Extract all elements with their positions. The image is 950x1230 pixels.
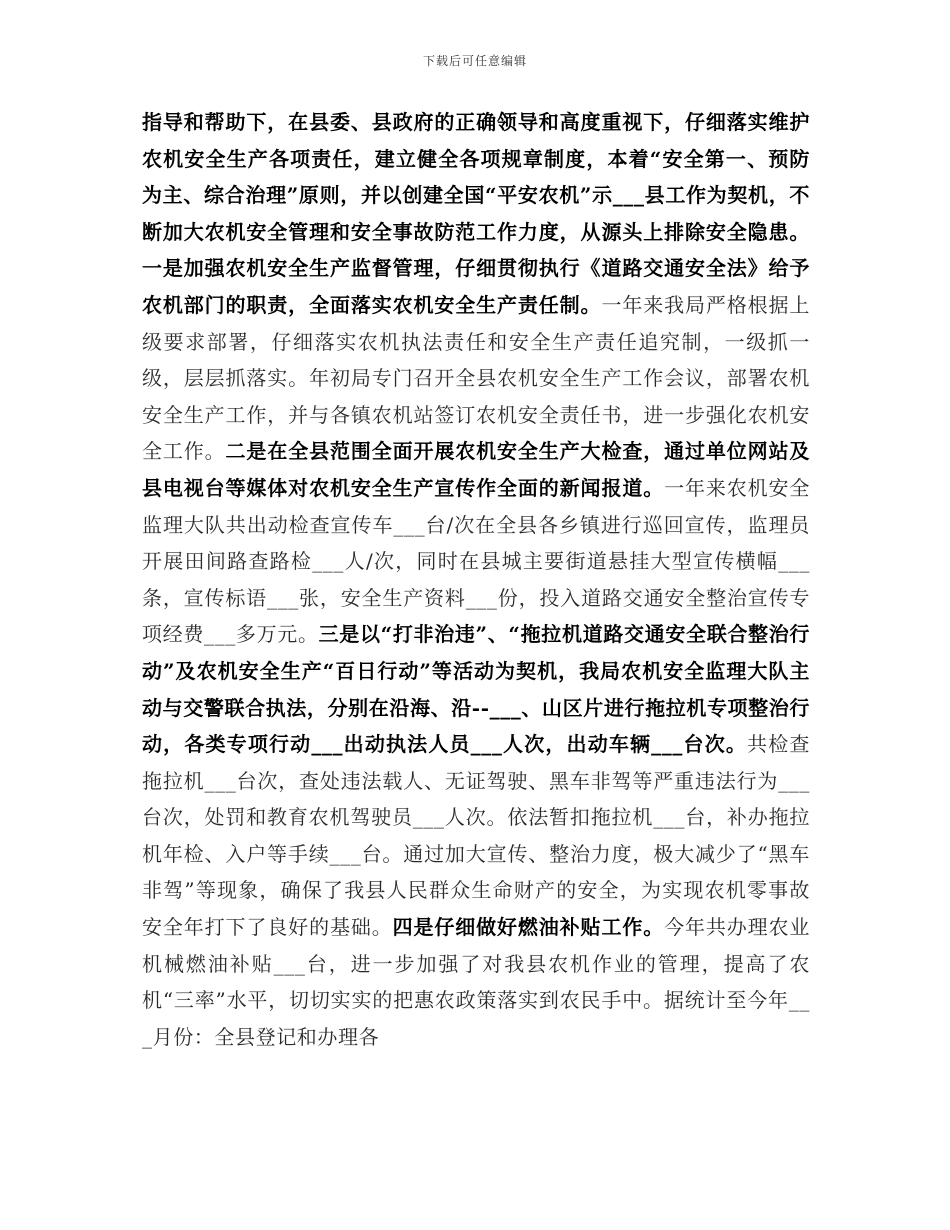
body-text-bold-1: 指导和帮助下，在县委、县政府的正确领导和高度重视下，仔细落实维护农机安全生产各项责任，建立健全各项规章制度，本着“安全第一、预防为主、综合治理”原则，并以创建全国“平安农机”示___县工作为契机，不断加大农机安全管理和安全事故防范工作力度，从源头上排除安全隐患。一是加强农机安全生产监督管理，仔细贯彻执行《道路交通安全法》给予农机部门的职责，全面落实农机安全生产责任制。 [142,110,810,317]
body-paragraph [142,104,810,1055]
body-text-bold-4: 四是仔细做好燃油补贴工作。 [392,915,665,940]
body-text-bold-3: 三是以“打非治违”、“拖拉机道路交通安全联合整治行动”及农机安全生产“百日行动”等活动为契机，我局农机安全监理大队主动与交警联合执法，分别在沿海、沿--___、山区片进行拖拉机专项整治行动，各类专项行动___出动执法人员___人次，出动车辆___台次。 [142,622,810,757]
body-text-regular-2: 一年来农机安全监理大队共出动检查宣传车___台/次在全县各乡镇进行巡回宣传，监理员开展田间路查路检___人/次，同时在县城主要街道悬挂大型宣传横幅___条，宣传标语___张，安全生产资料___份，投入道路交通安全整治宣传专项经费___多万元。 [142,475,810,647]
body-text-bold-2: 二是在全县范围全面开展农机安全生产大检查，通过单位网站及县电视台等媒体对农机安全生产宣传作全面的新闻报道。 [142,439,810,500]
body-text-regular-4: 今年共办理农业机械燃油补贴___台，进一步加强了对我县农机作业的管理，提高了农机“三率”水平，切切实实的把惠农政策落实到农民手中。据统计至今年___月份：全县登记和办理各 [142,915,810,1049]
body-text-regular-3: 共检查拖拉机___台次，查处违法载人、无证驾驶、黑车非驾等严重违法行为___台次，处罚和教育农机驾驶员___人次。依法暂扣拖拉机___台，补办拖拉机年检、入户等手续___台。通过加大宣传、整治力度，极大减少了“黑车非驾”等现象，确保了我县人民群众生命财产的安全，为实现农机零事故安全年打下了良好的基础。 [142,732,810,940]
body-text-regular-1: 一年来我局严格根据上级要求部署，仔细落实农机执法责任和安全生产责任追究制，一级抓一级，层层抓落实。年初局专门召开全县农机安全生产工作会议，部署农机安全生产工作，并与各镇农机站签订农机安全责任书，进一步强化农机安全工作。 [142,292,811,464]
page-header: 下载后可任意编辑 [422,54,527,68]
